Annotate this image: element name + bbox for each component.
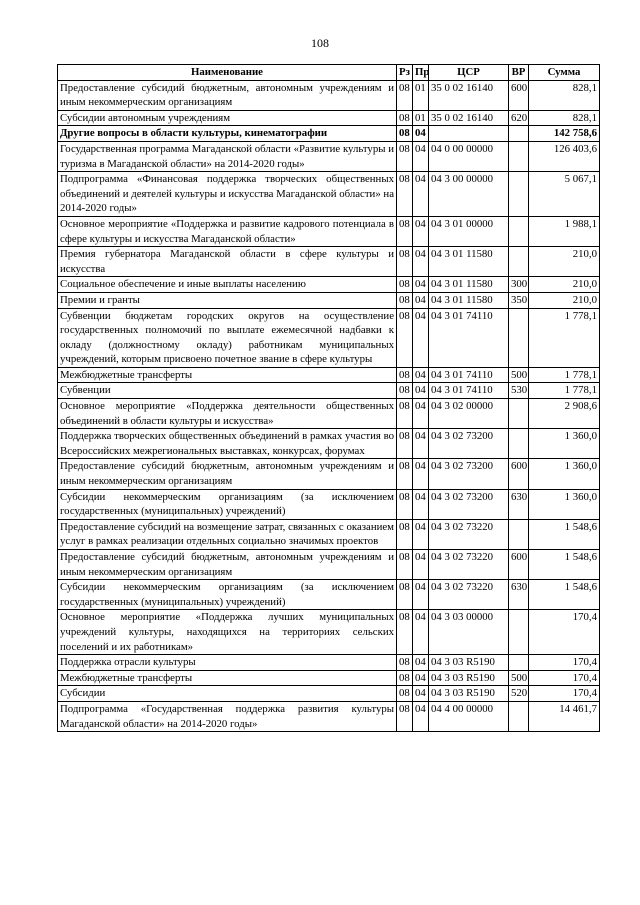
row-sum-cell: 1 548,6 — [529, 580, 600, 610]
row-name-cell: Социальное обеспечение и иные выплаты населению — [58, 277, 397, 293]
row-rz-cell: 08 — [397, 80, 413, 110]
row-sum-cell: 210,0 — [529, 247, 600, 277]
row-rz-cell: 08 — [397, 367, 413, 383]
table-row — [58, 247, 600, 277]
table-row — [58, 367, 600, 383]
row-csr-cell: 04 3 01 00000 — [429, 216, 509, 246]
row-name-cell: Основное мероприятие «Поддержка лучших муниципальных учреждений культуры, находящихся на территориях сельских поселений и их работникам» — [58, 610, 397, 655]
row-rz-cell: 08 — [397, 172, 413, 217]
table-row — [58, 489, 600, 519]
row-name-cell: Поддержка отрасли культуры — [58, 655, 397, 671]
row-rz-cell: 08 — [397, 110, 413, 126]
header-rz: Рз — [397, 65, 413, 81]
row-csr-cell: 04 3 02 73200 — [429, 489, 509, 519]
table-row — [58, 308, 600, 367]
row-sum-cell: 210,0 — [529, 277, 600, 293]
row-vr-cell: 600 — [509, 459, 529, 489]
row-csr-cell: 35 0 02 16140 — [429, 110, 509, 126]
row-vr-cell: 600 — [509, 550, 529, 580]
row-name-cell: Поддержка творческих общественных объединений в рамках участия во Всероссийских межрегиональных выставках, конкурсах, форумах — [58, 429, 397, 459]
table-row — [58, 686, 600, 702]
row-sum-cell: 210,0 — [529, 292, 600, 308]
row-rz-cell: 08 — [397, 489, 413, 519]
row-vr-cell: 350 — [509, 292, 529, 308]
row-vr-cell: 500 — [509, 367, 529, 383]
table-row — [58, 580, 600, 610]
row-pr-cell: 04 — [413, 701, 429, 731]
header-sum: Сумма — [529, 65, 600, 81]
table-row — [58, 172, 600, 217]
row-pr-cell: 04 — [413, 655, 429, 671]
row-rz-cell: 08 — [397, 429, 413, 459]
row-sum-cell: 170,4 — [529, 670, 600, 686]
row-rz-cell: 08 — [397, 141, 413, 171]
row-vr-cell — [509, 701, 529, 731]
row-pr-cell: 04 — [413, 308, 429, 367]
row-rz-cell: 08 — [397, 247, 413, 277]
table-row — [58, 610, 600, 655]
row-rz-cell: 08 — [397, 550, 413, 580]
table-row — [58, 110, 600, 126]
row-sum-cell: 1 360,0 — [529, 489, 600, 519]
row-name-cell: Предоставление субсидий бюджетным, автономным учреждениям и иным некоммерческим организациям — [58, 80, 397, 110]
row-csr-cell: 04 3 01 11580 — [429, 277, 509, 293]
row-csr-cell: 04 3 02 73220 — [429, 580, 509, 610]
row-rz-cell: 08 — [397, 459, 413, 489]
row-vr-cell: 500 — [509, 670, 529, 686]
row-sum-cell: 170,4 — [529, 655, 600, 671]
row-csr-cell: 35 0 02 16140 — [429, 80, 509, 110]
row-csr-cell: 04 3 03 R5190 — [429, 686, 509, 702]
row-sum-cell: 828,1 — [529, 110, 600, 126]
row-csr-cell: 04 3 00 00000 — [429, 172, 509, 217]
row-csr-cell: 04 3 03 00000 — [429, 610, 509, 655]
row-csr-cell: 04 3 02 73200 — [429, 459, 509, 489]
row-vr-cell: 300 — [509, 277, 529, 293]
row-pr-cell: 04 — [413, 277, 429, 293]
table-row — [58, 670, 600, 686]
row-name-cell: Предоставление субсидий на возмещение затрат, связанных с оказанием услуг в рамках реализации отдельных социально значимых проектов — [58, 519, 397, 549]
row-rz-cell: 08 — [397, 670, 413, 686]
row-rz-cell: 08 — [397, 519, 413, 549]
table-row — [58, 383, 600, 399]
table-header-row — [58, 65, 600, 81]
table-row — [58, 655, 600, 671]
row-vr-cell: 600 — [509, 80, 529, 110]
row-pr-cell: 04 — [413, 459, 429, 489]
row-vr-cell — [509, 519, 529, 549]
row-pr-cell: 01 — [413, 110, 429, 126]
header-pr: Пр — [413, 65, 429, 81]
row-pr-cell: 04 — [413, 216, 429, 246]
row-csr-cell: 04 3 02 73220 — [429, 519, 509, 549]
row-name-cell: Субвенции бюджетам городских округов на осуществление государственных полномочий по выплате ежемесячной надбавки к окладу (должностному окладу) работникам муниципальных учреждений, которым присвоено почетное звание в сфере культуры — [58, 308, 397, 367]
row-name-cell: Межбюджетные трансферты — [58, 670, 397, 686]
row-rz-cell: 08 — [397, 701, 413, 731]
row-pr-cell: 04 — [413, 247, 429, 277]
row-sum-cell: 142 758,6 — [529, 126, 600, 142]
header-vr: ВР — [509, 65, 529, 81]
row-pr-cell: 04 — [413, 367, 429, 383]
row-pr-cell: 04 — [413, 399, 429, 429]
row-name-cell: Субсидии некоммерческим организациям (за исключением государственных (муниципальных) учреждений) — [58, 489, 397, 519]
row-csr-cell: 04 3 02 73200 — [429, 429, 509, 459]
header-csr: ЦСР — [429, 65, 509, 81]
row-pr-cell: 04 — [413, 292, 429, 308]
row-rz-cell: 08 — [397, 580, 413, 610]
row-rz-cell: 08 — [397, 399, 413, 429]
table-row — [58, 550, 600, 580]
row-rz-cell: 08 — [397, 383, 413, 399]
row-name-cell: Подпрограмма «Государственная поддержка развития культуры Магаданской области» на 2014-2020 годы» — [58, 701, 397, 731]
row-pr-cell: 04 — [413, 610, 429, 655]
row-sum-cell: 1 988,1 — [529, 216, 600, 246]
table-row — [58, 519, 600, 549]
row-name-cell: Субсидии — [58, 686, 397, 702]
row-csr-cell: 04 3 01 74110 — [429, 383, 509, 399]
table-row — [58, 141, 600, 171]
row-rz-cell: 08 — [397, 277, 413, 293]
row-name-cell: Предоставление субсидий бюджетным, автономным учреждениям и иным некоммерческим организациям — [58, 550, 397, 580]
row-csr-cell: 04 3 03 R5190 — [429, 670, 509, 686]
row-sum-cell: 2 908,6 — [529, 399, 600, 429]
row-sum-cell: 14 461,7 — [529, 701, 600, 731]
table-row — [58, 126, 600, 142]
row-sum-cell: 1 548,6 — [529, 519, 600, 549]
row-name-cell: Основное мероприятие «Поддержка деятельности общественных объединений в области культуры и искусства» — [58, 399, 397, 429]
row-csr-cell: 04 4 00 00000 — [429, 701, 509, 731]
row-name-cell: Другие вопросы в области культуры, кинематографии — [58, 126, 397, 142]
row-pr-cell: 04 — [413, 670, 429, 686]
row-name-cell: Премия губернатора Магаданской области в сфере культуры и искусства — [58, 247, 397, 277]
row-name-cell: Субсидии некоммерческим организациям (за исключением государственных (муниципальных) учреждений) — [58, 580, 397, 610]
page-number: 108 — [311, 36, 329, 50]
row-rz-cell: 08 — [397, 610, 413, 655]
row-vr-cell — [509, 126, 529, 142]
row-sum-cell: 1 778,1 — [529, 308, 600, 367]
row-rz-cell: 08 — [397, 308, 413, 367]
row-vr-cell: 620 — [509, 110, 529, 126]
row-sum-cell: 1 548,6 — [529, 550, 600, 580]
table-row — [58, 701, 600, 731]
row-name-cell: Основное мероприятие «Поддержка и развитие кадрового потенциала в сфере культуры и искусства Магаданской области» — [58, 216, 397, 246]
row-pr-cell: 04 — [413, 686, 429, 702]
row-pr-cell: 04 — [413, 550, 429, 580]
row-name-cell: Субвенции — [58, 383, 397, 399]
row-csr-cell: 04 3 02 73220 — [429, 550, 509, 580]
row-sum-cell: 1 360,0 — [529, 429, 600, 459]
row-pr-cell: 04 — [413, 172, 429, 217]
row-csr-cell — [429, 126, 509, 142]
row-rz-cell: 08 — [397, 216, 413, 246]
row-vr-cell — [509, 172, 529, 217]
table-row — [58, 459, 600, 489]
table-row — [58, 216, 600, 246]
row-vr-cell: 520 — [509, 686, 529, 702]
row-pr-cell: 04 — [413, 429, 429, 459]
row-sum-cell: 5 067,1 — [529, 172, 600, 217]
table-row — [58, 292, 600, 308]
row-sum-cell: 170,4 — [529, 686, 600, 702]
row-sum-cell: 1 778,1 — [529, 383, 600, 399]
budget-table — [57, 64, 600, 732]
row-vr-cell — [509, 141, 529, 171]
row-pr-cell: 04 — [413, 383, 429, 399]
row-vr-cell — [509, 216, 529, 246]
row-sum-cell: 126 403,6 — [529, 141, 600, 171]
row-vr-cell: 630 — [509, 580, 529, 610]
row-vr-cell — [509, 399, 529, 429]
table-row — [58, 429, 600, 459]
row-pr-cell: 04 — [413, 141, 429, 171]
table-row — [58, 277, 600, 293]
row-name-cell: Межбюджетные трансферты — [58, 367, 397, 383]
row-pr-cell: 04 — [413, 580, 429, 610]
row-name-cell: Субсидии автономным учреждениям — [58, 110, 397, 126]
row-vr-cell — [509, 247, 529, 277]
row-rz-cell: 08 — [397, 126, 413, 142]
row-csr-cell: 04 0 00 00000 — [429, 141, 509, 171]
row-sum-cell: 1 360,0 — [529, 459, 600, 489]
row-vr-cell — [509, 610, 529, 655]
row-rz-cell: 08 — [397, 292, 413, 308]
row-csr-cell: 04 3 01 11580 — [429, 247, 509, 277]
row-sum-cell: 828,1 — [529, 80, 600, 110]
row-name-cell: Предоставление субсидий бюджетным, автономным учреждениям и иным некоммерческим организациям — [58, 459, 397, 489]
row-rz-cell: 08 — [397, 655, 413, 671]
row-csr-cell: 04 3 01 74110 — [429, 367, 509, 383]
header-name: Наименование — [58, 65, 397, 81]
row-name-cell: Подпрограмма «Финансовая поддержка творческих общественных объединений и деятелей культуры и искусства Магаданской области» на 2014-2020 годы» — [58, 172, 397, 217]
row-csr-cell: 04 3 01 11580 — [429, 292, 509, 308]
row-pr-cell: 04 — [413, 126, 429, 142]
row-csr-cell: 04 3 03 R5190 — [429, 655, 509, 671]
table-row — [58, 80, 600, 110]
table-row — [58, 399, 600, 429]
row-vr-cell: 530 — [509, 383, 529, 399]
row-rz-cell: 08 — [397, 686, 413, 702]
row-name-cell: Государственная программа Магаданской области «Развитие культуры и туризма в Магаданской области» на 2014-2020 годы» — [58, 141, 397, 171]
row-csr-cell: 04 3 02 00000 — [429, 399, 509, 429]
row-csr-cell: 04 3 01 74110 — [429, 308, 509, 367]
row-vr-cell — [509, 429, 529, 459]
row-name-cell: Премии и гранты — [58, 292, 397, 308]
row-vr-cell — [509, 308, 529, 367]
row-pr-cell: 04 — [413, 519, 429, 549]
row-sum-cell: 170,4 — [529, 610, 600, 655]
row-vr-cell: 630 — [509, 489, 529, 519]
row-vr-cell — [509, 655, 529, 671]
row-sum-cell: 1 778,1 — [529, 367, 600, 383]
row-pr-cell: 01 — [413, 80, 429, 110]
row-pr-cell: 04 — [413, 489, 429, 519]
